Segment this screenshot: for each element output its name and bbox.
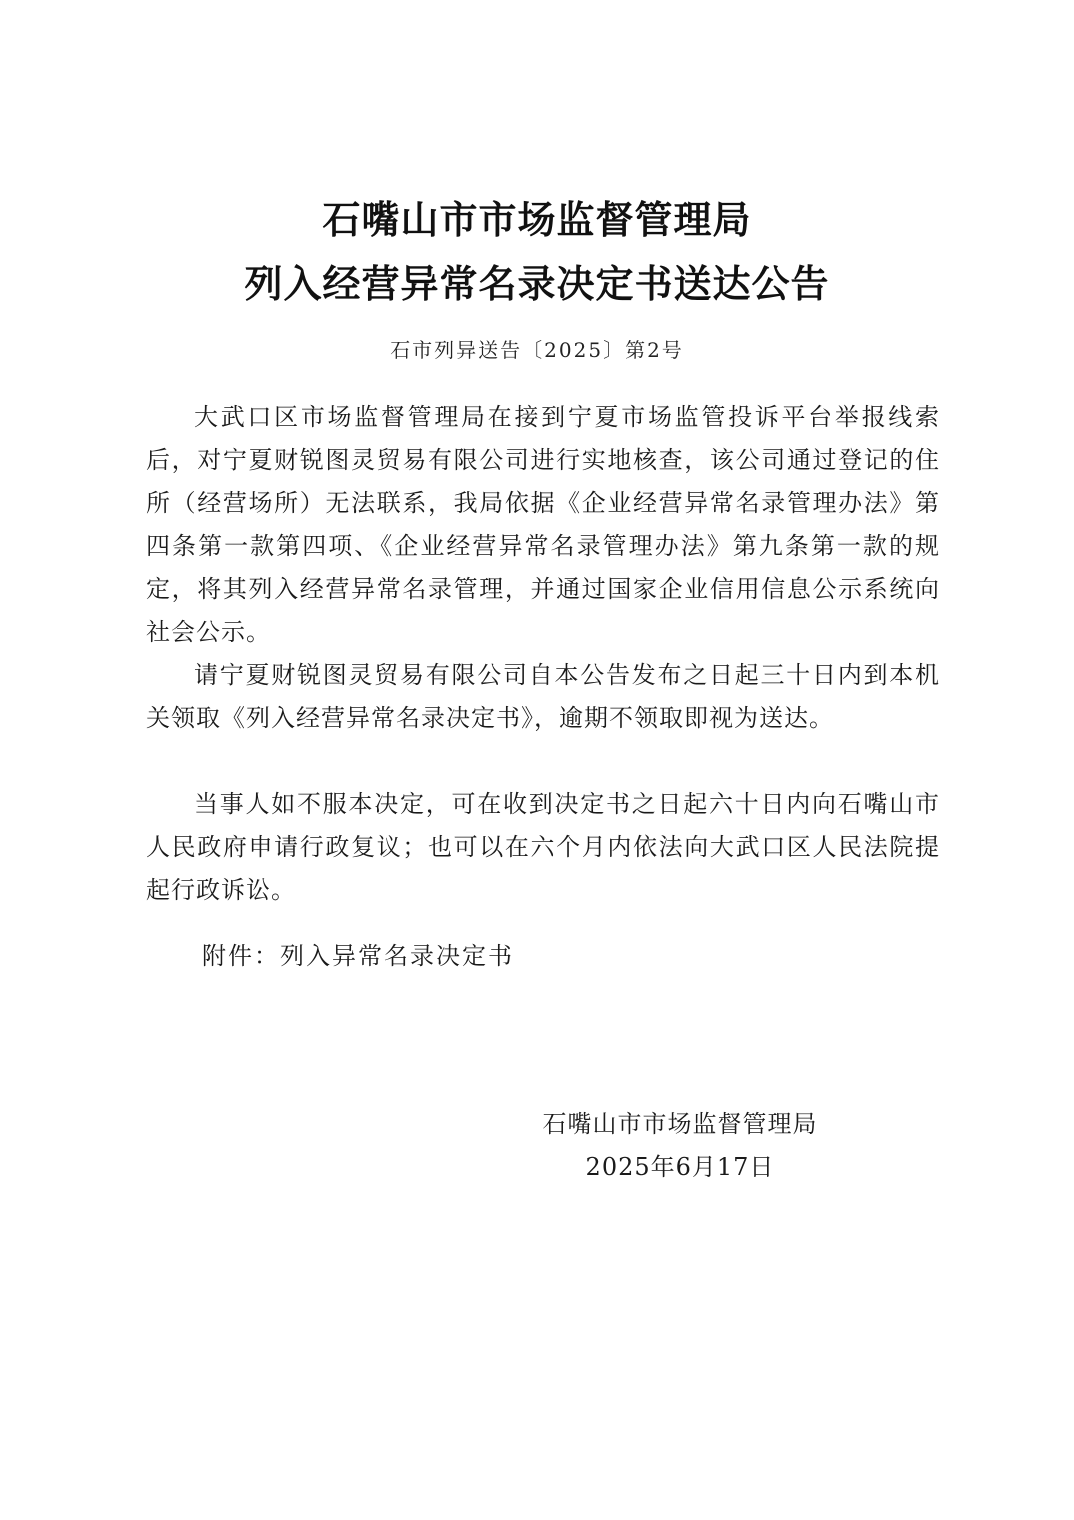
signature-organization: 石嘴山市市场监督管理局 <box>542 1110 818 1138</box>
body-paragraph-3 <box>146 783 940 912</box>
paragraph-text: 大武口区市场监督管理局在接到宁夏市场监管投诉平台举报线索后，对宁夏财锐图灵贸易有限公司进行实地核查，该公司通过登记的住所（经营场所）无法联系，我局依据《企业经营异常名录管理办法》第四条第一款第四项、《企业经营异常名录管理办法》第九条第一款的规定，将其列入经营异常名录管理，并通过国家企业信用信息公示系统向社会公示。 <box>146 403 940 646</box>
paragraph-text: 当事人如不服本决定，可在收到决定书之日起六十日内向石嘴山市人民政府申请行政复议；也可以在六个月内依法向大武口区人民法院提起行政诉讼。 <box>146 790 940 904</box>
document-number: 石市列异送告〔2025〕第2号 <box>390 338 684 362</box>
document-title-line-1: 石嘴山市市场监督管理局 <box>322 197 752 242</box>
attachment-line: 附件：列入异常名录决定书 <box>202 942 514 970</box>
paragraph-text: 请宁夏财锐图灵贸易有限公司自本公告发布之日起三十日内到本机关领取《列入经营异常名录决定书》，逾期不领取即视为送达。 <box>146 661 940 732</box>
body-paragraph-2 <box>146 654 940 740</box>
signature-date: 2025年6月17日 <box>585 1153 775 1181</box>
body-paragraph-1 <box>146 396 940 654</box>
document-title-line-2: 列入经营异常名录决定书送达公告 <box>244 261 830 306</box>
